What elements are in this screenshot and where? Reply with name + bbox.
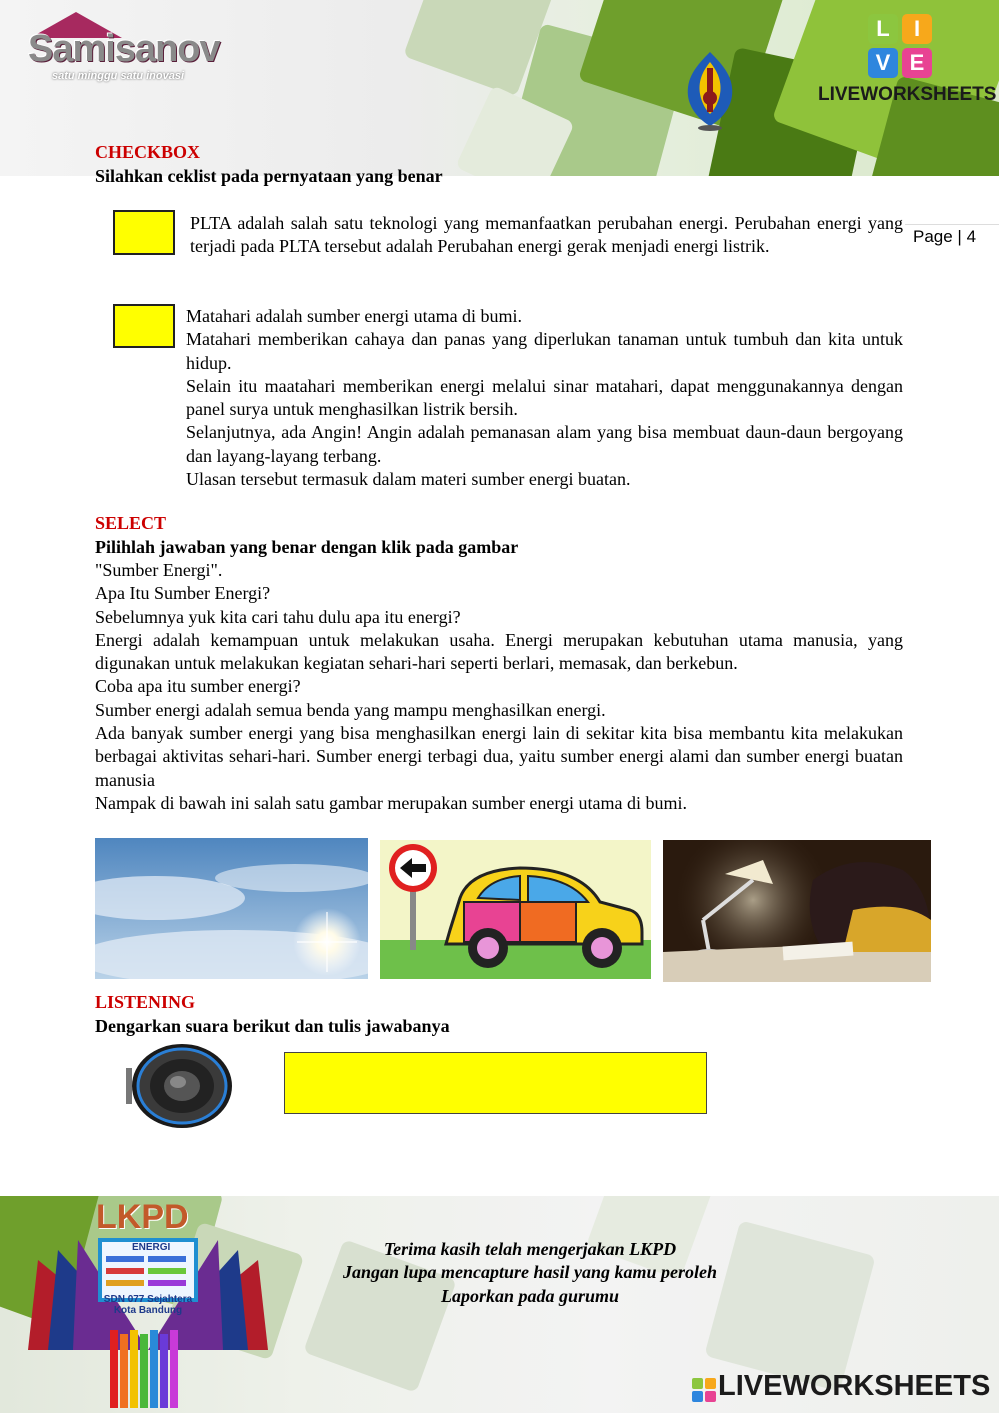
checkbox-2[interactable] — [113, 304, 175, 348]
select-line: Energi adalah kemampuan untuk melakukan usaha. Energi merupakan kebutuhan utama manusia, yang digunakan untuk melakukan kegiatan sehari-hari seperti berlari, memasak, dan berkebun. — [95, 629, 903, 674]
select-line: "Sumber Energi". — [95, 560, 223, 580]
select-line: Coba apa itu sumber energi? — [95, 676, 301, 697]
logo-tagline: satu minggu satu inovasi — [52, 70, 185, 82]
lkpd-school: SDN 077 Sejahtera Kota Bandung — [103, 1294, 193, 1316]
checkbox-2-line: Matahari memberikan cahaya dan panas yang diperlukan tanaman untuk tumbuh dan kita untuk hidup. — [186, 329, 903, 373]
toy-car-image-option[interactable] — [380, 840, 651, 979]
select-line: Sebelumnya yuk kita cari tahu dulu apa itu energi? — [95, 606, 461, 627]
checkbox-1[interactable] — [113, 210, 175, 255]
select-heading: SELECT — [95, 513, 167, 533]
footer-line: Laporkan pada gurumu — [440, 1285, 620, 1306]
checkbox-instruction: Silahkan ceklist pada pernyataan yang benar — [95, 166, 443, 186]
liveworksheets-small-icon — [692, 1378, 716, 1402]
page-number: Page | 4 — [905, 224, 999, 247]
desk-lamp-image-option[interactable] — [663, 840, 931, 982]
lkpd-book-title: ENERGI — [132, 1242, 171, 1253]
live-letter-e: E — [902, 48, 932, 78]
checkbox-2-line: Matahari adalah sumber energi utama di bumi. — [186, 306, 523, 326]
checkbox-2-statement — [186, 305, 903, 491]
checkbox-2-line: Selain itu maatahari memberikan energi melalui sinar matahari, dapat menggunakannya dengan panel surya untuk menghasilkan listrik bersih. — [186, 375, 903, 420]
lkpd-title: LKPD — [96, 1198, 189, 1236]
speaker-icon[interactable] — [116, 1038, 236, 1130]
select-line: Nampak di bawah ini salah satu gambar merupakan sumber energi utama di bumi. — [95, 792, 687, 813]
brand-liveworksheets: LIVEWORKSHEETS — [818, 84, 997, 105]
listening-instruction: Dengarkan suara berikut dan tulis jawabanya — [95, 1016, 450, 1036]
footer-line: Terima kasih telah mengerjakan LKPD — [383, 1239, 677, 1259]
select-text — [95, 559, 903, 815]
checkbox-1-statement: PLTA adalah salah satu teknologi yang memanfaatkan perubahan energi. Perubahan energi yang terjadi pada PLTA tersebut adalah Perubahan energi gerak menjadi energi listrik. — [190, 213, 903, 257]
logo: Samisanov — [28, 28, 220, 70]
select-instruction: Pilihlah jawaban yang benar dengan klik pada gambar — [95, 537, 519, 557]
live-letter-i: I — [902, 14, 932, 44]
checkbox-heading: CHECKBOX — [95, 142, 201, 162]
footer-brand-liveworksheets: LIVEWORKSHEETS — [718, 1370, 991, 1402]
live-letter-l: L — [868, 14, 898, 44]
select-line: Ada banyak sumber energi yang bisa menghasilkan energi lain di sekitar kita bisa membantu kita melakukan berbagai aktivitas sehari-hari. Sumber energi terbagi dua, yaitu sumber energi alami dan sumber energi buatan manusia — [95, 723, 903, 790]
live-letter-v: V — [868, 48, 898, 78]
footer-message — [280, 1238, 780, 1308]
select-line: Sumber energi adalah semua benda yang mampu menghasilkan energi. — [95, 699, 606, 720]
footer-line: Jangan lupa mencapture hasil yang kamu peroleh — [342, 1262, 718, 1283]
select-line: Apa Itu Sumber Energi? — [95, 583, 271, 604]
sky-sun-image-option[interactable] — [95, 838, 368, 979]
checkbox-2-line: Selanjutnya, ada Angin! Angin adalah pemanasan alam yang bisa membuat daun-daun bergoyang dan layang-layang terbang. — [186, 422, 903, 466]
listening-answer-input[interactable] — [284, 1052, 707, 1114]
listening-heading: LISTENING — [95, 992, 196, 1012]
checkbox-2-line: Ulasan tersebut termasuk dalam materi sumber energi buatan. — [186, 469, 631, 490]
ministry-emblem-icon — [676, 48, 744, 132]
